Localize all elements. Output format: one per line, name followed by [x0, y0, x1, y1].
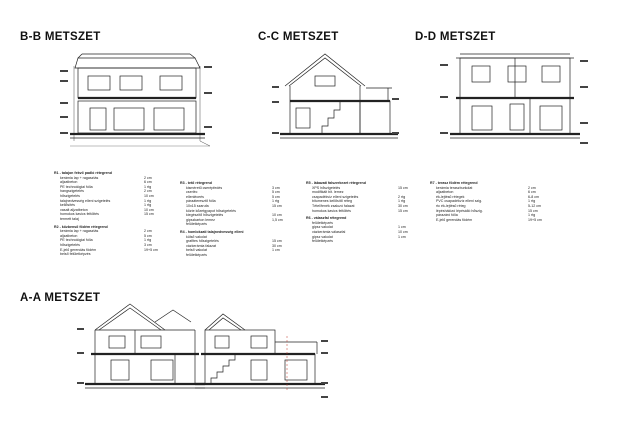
- layer-row-name: vázkerámia falazat: [186, 243, 216, 248]
- layer-row-name: külső vakolat: [186, 234, 207, 239]
- layer-row-name: lépéshálózó lépésálló hőszig.: [436, 208, 483, 213]
- layer-row-thickness: [144, 252, 164, 257]
- layer-row-thickness: 6 cm: [144, 180, 152, 185]
- layer-row-thickness: 2 cm: [144, 229, 152, 234]
- layer-row-thickness: 5-12 cm: [528, 203, 541, 208]
- layer-row-name: PE technológiai fólia: [60, 184, 93, 189]
- layer-row-name: hőszigetelés: [60, 193, 80, 198]
- layer-row-name: páraáteresztő fólia: [186, 199, 216, 204]
- layer-title: R3 - tető rétegrend: [180, 181, 212, 185]
- layer-row-thickness: 1 rtg: [144, 203, 152, 208]
- layer-row-name: vasalt aljzatbeton: [60, 207, 88, 212]
- layer-row-thickness: 1,5 cm: [272, 217, 283, 222]
- layer-row-thickness: 15 cm: [528, 208, 538, 213]
- layer-row-name: felületképzés: [186, 252, 207, 257]
- layer-spec-col-3: [306, 181, 418, 247]
- layer-row-name: modifikált bit. lemez: [312, 190, 344, 195]
- layer-row-thickness: 1 rtg: [144, 198, 152, 203]
- layer-row-thickness: 30 cm: [398, 203, 408, 208]
- layer-row-thickness: 1 rtg: [272, 199, 280, 204]
- layer-row-thickness: 6 cm: [528, 190, 536, 195]
- section-dd-drawing: [430, 46, 600, 156]
- layer-row-thickness: 1 cm: [272, 248, 280, 253]
- layer-row-thickness: 19+5 cm: [144, 247, 158, 252]
- layer-row-thickness: 1 cm: [398, 225, 406, 230]
- layer-row-thickness: 15 cm: [272, 239, 282, 244]
- layer-row-name: gipsz vakolat: [312, 225, 333, 230]
- layer-row-thickness: 1 rtg: [398, 199, 406, 204]
- layer-title: R7 - terasz födém rétegrend: [430, 181, 478, 185]
- layer-row-thickness: 1 rtg: [144, 238, 152, 243]
- layer-block-r3: [180, 181, 292, 227]
- section-title-dd: D-D METSZET: [415, 31, 496, 43]
- layer-row-name: kellősítés: [60, 203, 75, 208]
- layer-row-name: felületképzés: [312, 239, 333, 244]
- layer-row-name: homokos kavics feltöltés: [60, 212, 99, 217]
- layer-block-r5: [306, 181, 418, 213]
- layer-block-r6: [306, 216, 418, 244]
- layer-row-name: közte kőzetgyapot hőszigetelés: [186, 208, 236, 213]
- layer-row-name: XPS hőszigetelés: [312, 185, 341, 190]
- layer-row-thickness: 2 rtg: [398, 194, 406, 199]
- layer-row-name: Tétel/fenék zsaluzó falazat: [312, 203, 355, 208]
- layer-row-name: belső felületképzés: [60, 252, 91, 257]
- layer-row-name: felületképzés: [186, 222, 207, 227]
- layer-row-thickness: 5 cm: [144, 233, 152, 238]
- layer-row-thickness: 5 cm: [272, 194, 280, 199]
- layer-title: R6 - válaszfal rétegrend: [306, 216, 347, 221]
- layer-title: R2 - közbenső födém rétegrend: [54, 224, 108, 229]
- layer-row-name: kiegészítő hőszigetelés: [186, 213, 224, 218]
- layer-row-name: ellenléceés: [186, 194, 204, 199]
- layer-row-thickness: 15 cm: [398, 185, 408, 190]
- layer-row-thickness: 3 cm: [144, 242, 152, 247]
- layer-row-thickness: 2 cm: [144, 189, 152, 194]
- section-aa-drawing: [55, 296, 345, 408]
- layer-title: R5 - lábazati falszerkezet rétegrend: [306, 181, 366, 185]
- layer-row-name: ék-lejtésű rétegek: [436, 194, 465, 199]
- layer-row-thickness: [272, 222, 292, 227]
- layer-row-name: kerámia teraszburkolat: [436, 185, 473, 190]
- section-title-bb: B-B METSZET: [20, 31, 101, 43]
- layer-row-thickness: 15 cm: [272, 203, 282, 208]
- layer-row-name: kerámia lap + ragasztás: [60, 229, 99, 234]
- layer-row-thickness: 2 cm: [528, 185, 536, 190]
- section-bb-drawing: [50, 46, 220, 156]
- layer-row-name: kerámia lap + ragasztás: [60, 175, 99, 180]
- layer-block-r1: [54, 171, 164, 222]
- layer-row-name: csapadékvíz elleni szigetelés: [312, 194, 359, 199]
- layer-row-name: E-jelű gerendás födém: [60, 247, 97, 252]
- layer-row-name: felületképzés: [312, 220, 333, 225]
- layer-row-name: gipszkarton lemez: [186, 217, 215, 222]
- layer-row-thickness: 1 rtg: [144, 184, 152, 189]
- layer-block-r2: [54, 225, 164, 257]
- layer-row-thickness: 30 cm: [272, 243, 282, 248]
- layer-spec-col-4: [430, 181, 548, 225]
- layer-row-thickness: [144, 217, 164, 222]
- layer-row-name: vázkerámia válaszfal: [312, 229, 346, 234]
- layer-spec-col-2: [180, 181, 292, 261]
- layer-row-name: E-jelű gerendás födém: [436, 217, 473, 222]
- layer-row-name: rtc ék-lejtésű réteg: [436, 203, 466, 208]
- layer-row-thickness: [272, 253, 292, 258]
- section-title-cc: C-C METSZET: [258, 31, 339, 43]
- layer-row-thickness: 19+5 cm: [528, 217, 542, 222]
- layer-row-name: hőszigetelés: [60, 242, 80, 247]
- layer-row-name: PVC csapadékvíz elleni szig.: [436, 199, 483, 204]
- layer-title: R1 - talajon fekvő padló rétegrend: [54, 171, 112, 175]
- layer-row-name: 10x15 szarufa: [186, 203, 209, 208]
- layer-row-thickness: 15 cm: [144, 212, 154, 217]
- layer-row-name: aljzatbeton: [60, 180, 78, 185]
- layer-row-thickness: 1 cm: [398, 234, 406, 239]
- layer-row-thickness: 10 cm: [144, 207, 154, 212]
- layer-row-thickness: 10 cm: [272, 213, 282, 218]
- layer-row-thickness: 5 cm: [272, 190, 280, 195]
- layer-block-r4: [180, 230, 292, 258]
- layer-row-name: belső vakolat: [186, 248, 207, 253]
- section-cc-drawing: [270, 46, 410, 156]
- section-title-aa: A-A METSZET: [20, 292, 101, 304]
- layer-row-thickness: 2 cm: [144, 175, 152, 180]
- layer-block-r7: [430, 181, 548, 222]
- layer-row-thickness: 1 rtg: [528, 199, 536, 204]
- layer-row-name: bitumenes kellősítő réteg: [312, 199, 352, 204]
- layer-row-name: homokos kavics feltöltés: [312, 208, 351, 213]
- layer-row-thickness: 10 cm: [144, 193, 154, 198]
- layer-row-thickness: 3 cm: [272, 185, 280, 190]
- layer-row-name: aljzatbeton: [436, 190, 454, 195]
- layer-row-thickness: 10 cm: [398, 229, 408, 234]
- layer-row-name: grafites hőszigetelés: [186, 239, 219, 244]
- layer-row-name: kisméretű cserépfedés: [186, 185, 223, 190]
- layer-row-name: PE technológiai fólia: [60, 238, 93, 243]
- layer-row-name: hangszigetelés: [60, 189, 84, 194]
- layer-row-name: cserléc: [186, 190, 198, 195]
- layer-row-thickness: 15 cm: [398, 208, 408, 213]
- layer-row-name: párazáró fólia: [436, 213, 458, 218]
- layer-row-thickness: [398, 239, 418, 244]
- layer-row-name: aljzatbeton: [60, 233, 78, 238]
- layer-row-name: gipsz vakolat: [312, 234, 333, 239]
- layer-title: R4 - homlokzati talajnedvesség elleni: [180, 229, 244, 234]
- layer-spec-col-1: [54, 171, 164, 260]
- layer-row-thickness: 1 rtg: [528, 213, 536, 218]
- layer-row-name: termett talaj: [60, 216, 79, 221]
- layer-row-name: talajnedvesség elleni szigetelés: [60, 198, 111, 203]
- layer-row-thickness: 6-8 cm: [528, 194, 539, 199]
